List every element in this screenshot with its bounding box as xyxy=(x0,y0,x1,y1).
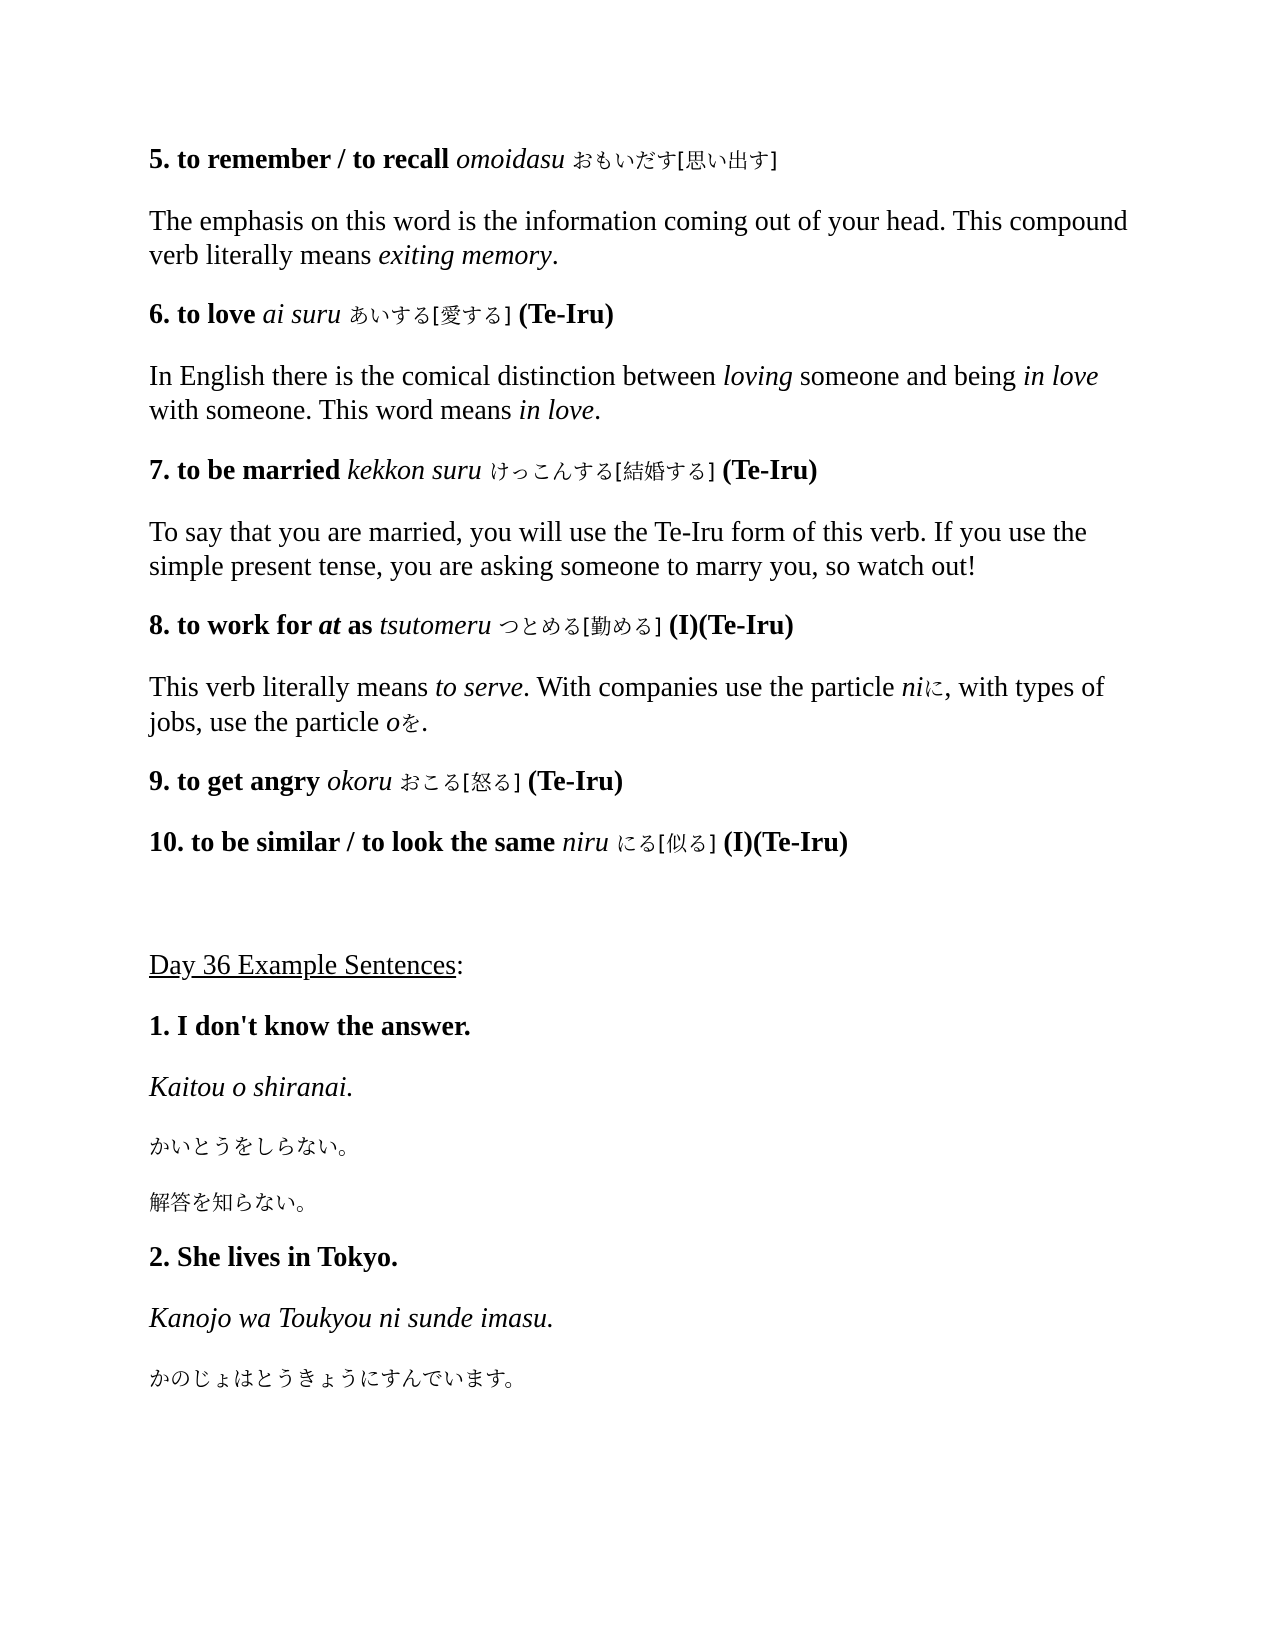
vocab-heading-7 xyxy=(149,454,818,489)
vocab-romaji: okoru xyxy=(327,766,393,797)
vocab-kana: おこる[怒る] xyxy=(399,771,521,795)
vocab-romaji: ai suru xyxy=(262,299,342,330)
vocab-romaji: tsutomeru xyxy=(379,610,492,641)
vocab-note-5: The emphasis on this word is the information coming out of your head. This compound verb literally means exiting memory. xyxy=(149,206,1128,271)
vocab-kana: けっこんする[結婚する] xyxy=(488,460,716,484)
vocab-kana: にる[似る] xyxy=(615,832,717,856)
vocab-english: to be married xyxy=(177,455,341,486)
vocab-number: 5. xyxy=(149,144,170,175)
vocab-heading-8 xyxy=(149,609,794,644)
vocab-romaji: niru xyxy=(562,827,609,858)
vocab-tag: (I)(Te-Iru) xyxy=(668,610,794,641)
vocab-note-7: To say that you are married, you will use the Te-Iru form of this verb. If you use the simple present tense, you are asking someone to marry you, so watch out! xyxy=(149,517,1087,582)
vocab-heading-6 xyxy=(149,298,614,333)
vocab-number: 6. xyxy=(149,299,170,330)
vocab-kana: おもいだす[思い出す] xyxy=(572,149,778,173)
example-kana-2: かのじょはとうきょうにすんでいます。 xyxy=(149,1367,526,1391)
vocab-kana: あいする[愛する] xyxy=(348,304,512,328)
vocab-heading-10 xyxy=(149,826,848,861)
vocab-number: 8. xyxy=(149,610,170,641)
vocab-english: as xyxy=(347,610,373,641)
vocab-english: to love xyxy=(177,299,256,330)
vocab-number: 10. xyxy=(149,827,184,858)
vocab-number: 7. xyxy=(149,455,170,486)
vocab-romaji: omoidasu xyxy=(456,144,566,175)
vocab-number: 9. xyxy=(149,766,170,797)
example-english-2: 2. She lives in Tokyo. xyxy=(149,1242,398,1273)
example-kanji-1: 解答を知らない。 xyxy=(149,1191,317,1215)
vocab-tag: (Te-Iru) xyxy=(518,299,614,330)
vocab-romaji: kekkon suru xyxy=(347,455,482,486)
vocab-tag: (I)(Te-Iru) xyxy=(723,827,849,858)
vocab-english: to remember / to recall xyxy=(177,144,450,175)
vocab-tag: (Te-Iru) xyxy=(722,455,818,486)
vocab-tag: (Te-Iru) xyxy=(527,766,624,797)
section-heading: Day 36 Example Sentences: xyxy=(149,950,464,981)
example-romaji-2: Kanojo wa Toukyou ni sunde imasu. xyxy=(149,1303,554,1334)
vocab-heading-5 xyxy=(149,143,777,178)
example-kana-1: かいとうをしらない。 xyxy=(149,1135,359,1159)
vocab-english-italic: at xyxy=(318,610,341,641)
vocab-heading-9 xyxy=(149,765,623,800)
example-romaji-1: Kaitou o shiranai. xyxy=(149,1072,354,1103)
vocab-english: to be similar / to look the same xyxy=(191,827,556,858)
vocab-note-8: This verb literally means to serve. With companies use the particle niに, with types of jobs, use the particle oを. xyxy=(149,672,1105,738)
vocab-note-6: In English there is the comical distinction between loving someone and being in love with someone. This word means in love. xyxy=(149,361,1099,426)
vocab-english: to get angry xyxy=(177,766,321,797)
example-english-1: 1. I don't know the answer. xyxy=(149,1011,471,1042)
vocab-english: to work for xyxy=(177,610,312,641)
vocab-kana: つとめる[勤める] xyxy=(498,615,662,639)
